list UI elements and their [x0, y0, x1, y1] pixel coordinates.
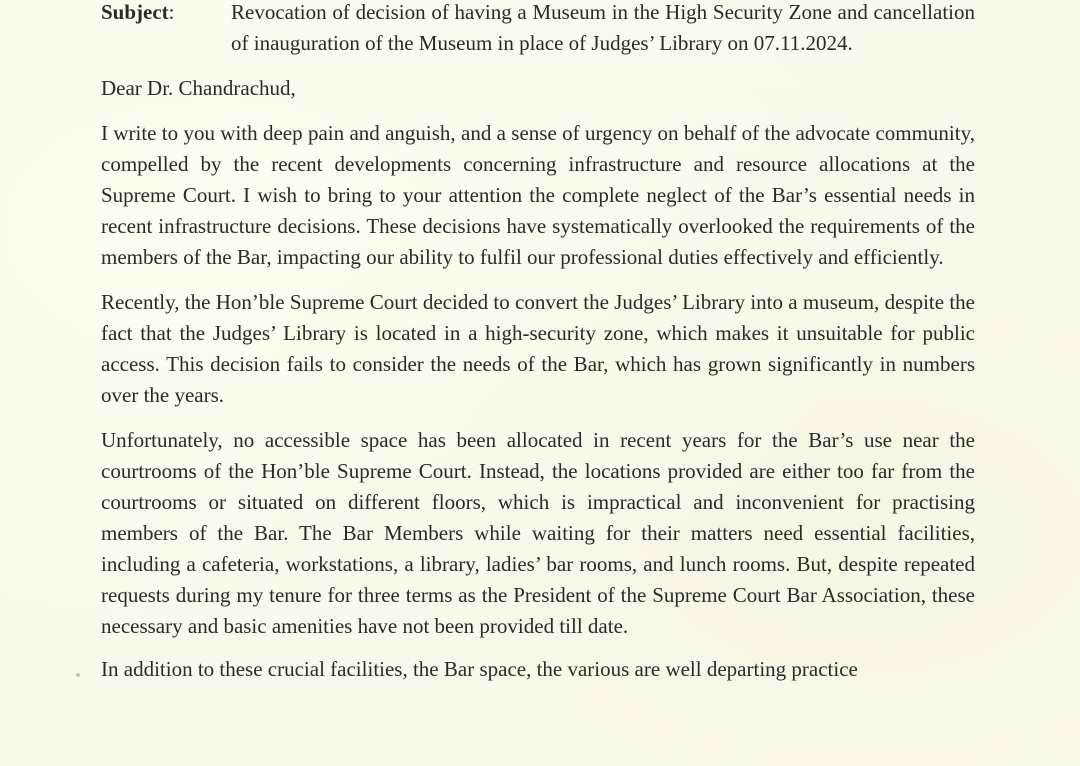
subject-row — [101, 0, 975, 59]
paragraph-bar-facilities: Unfortunately, no accessible space has been allocated in recent years for the Bar’s use near the courtrooms of the Hon’ble Supreme Court. Instead, the locations provided are either too far from the courtrooms or situated on different floors, which is impractical and inconvenient for practising members of the Bar. The Bar Members while waiting for their matters need essential facilities, including a cafeteria, workstations, a library, ladies’ bar rooms, and lunch rooms. But, despite repeated requests during my tenure for three terms as the President of the Supreme Court Bar Association, these necessary and basic amenities have not been provided till date. — [101, 428, 975, 638]
letter-body — [101, 0, 975, 681]
subject-label-text: Subject — [101, 0, 169, 24]
paragraph-infrastructure-neglect: I write to you with deep pain and anguish, and a sense of urgency on behalf of the advocate community, compelled by the recent developments concerning infrastructure and resource allocations at the Supreme Court. I wish to bring to your attention the complete neglect of the Bar’s essential needs in recent infrastructure decisions. These decisions have systematically overlooked the requirements of the members of the Bar, impacting our ability to fulfil our professional duties effectively and efficiently. — [101, 121, 975, 269]
subject-text: Revocation of decision of having a Museum in the High Security Zone and cancellation of inauguration of the Museum in place of Judges’ Library on 07.11.2024. — [231, 0, 975, 55]
salutation: Dear Dr. Chandrachud, — [101, 76, 296, 100]
cutoff-paragraph — [101, 654, 975, 681]
paper-speck — [76, 673, 80, 677]
subject-label — [101, 0, 231, 59]
paragraph-judges-library-museum: Recently, the Hon’ble Supreme Court decided to convert the Judges’ Library into a museum, despite the fact that the Judges’ Library is located in a high-security zone, which makes it unsuitable for public access. This decision fails to consider the needs of the Bar, which has grown significantly in numbers over the years. — [101, 290, 975, 407]
subject-colon: : — [168, 0, 175, 24]
cutoff-line-text: In addition to these crucial facilities, the Bar space, the various are well departing practice — [101, 657, 858, 681]
